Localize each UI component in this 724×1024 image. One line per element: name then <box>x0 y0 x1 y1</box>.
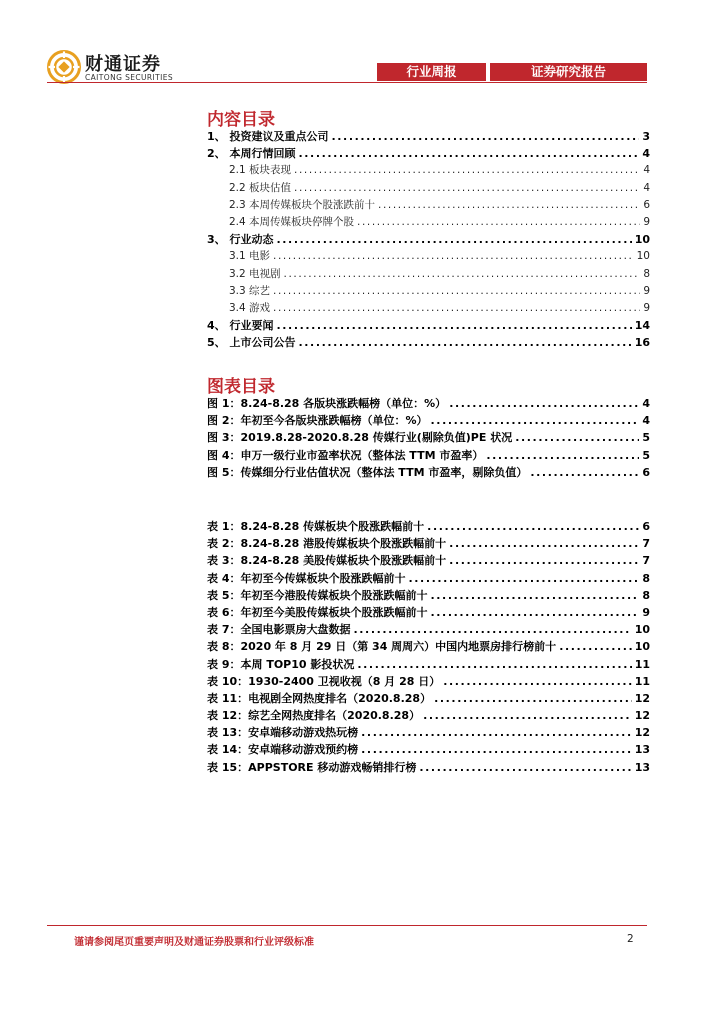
dot-leader <box>273 285 640 297</box>
toc-entry-title: 4、 行业要闻 <box>207 319 274 333</box>
contents-entry[interactable] <box>207 162 650 179</box>
dot-leader <box>273 302 640 314</box>
toc-entry-page: 16 <box>634 336 650 350</box>
table-entry[interactable] <box>207 707 650 724</box>
toc-entry-page: 8 <box>642 588 650 602</box>
toc-entry-page: 13 <box>634 743 650 757</box>
figures-title: 图表目录 <box>207 377 275 397</box>
contents-entry[interactable] <box>207 128 650 145</box>
toc-entry-title: 表 10：1930-2400 卫视收视（8 月 28 日） <box>207 674 441 688</box>
dot-leader <box>273 250 634 262</box>
toc-entry-title: 图 5：传媒细分行业估值状况（整体法 TTM 市盈率，剔除负值） <box>207 465 528 479</box>
toc-entry-page: 3 <box>642 130 650 143</box>
dot-leader <box>276 233 631 246</box>
table-entry[interactable] <box>207 518 650 535</box>
toc-entry-page: 9 <box>643 284 650 297</box>
figure-entry[interactable] <box>207 447 650 464</box>
contents-entry[interactable] <box>207 283 650 300</box>
toc-entry-title: 表 9：本周 TOP10 影投状况 <box>207 657 355 671</box>
toc-entry-title: 表 6：年初至今美股传媒板块个股涨跌幅前十 <box>207 605 428 619</box>
contents-list <box>207 128 650 351</box>
dot-leader <box>559 640 632 653</box>
dot-leader <box>530 466 639 479</box>
toc-entry-title: 2.3 本周传媒板块个股涨跌前十 <box>229 198 376 211</box>
dot-leader <box>449 397 639 410</box>
dot-leader <box>298 147 639 160</box>
contents-entry[interactable] <box>207 145 650 162</box>
contents-entry[interactable] <box>207 214 650 231</box>
figures-list <box>207 395 650 481</box>
dot-leader <box>430 606 639 619</box>
dot-leader <box>298 336 631 349</box>
dot-leader <box>431 414 640 427</box>
dot-leader <box>434 692 632 705</box>
table-entry[interactable] <box>207 535 650 552</box>
dot-leader <box>427 520 639 533</box>
figure-entry[interactable] <box>207 412 650 429</box>
contents-title: 内容目录 <box>207 110 275 130</box>
contents-entry[interactable] <box>207 317 650 334</box>
figure-entry[interactable] <box>207 395 650 412</box>
dot-leader <box>443 675 631 688</box>
toc-entry-title: 2.4 本周传媒板块停牌个股 <box>229 215 355 228</box>
toc-entry-page: 12 <box>634 726 650 740</box>
dot-leader <box>378 199 640 211</box>
toc-entry-page: 11 <box>634 657 650 671</box>
toc-entry-page: 10 <box>634 640 650 654</box>
table-entry[interactable] <box>207 759 650 776</box>
contents-entry[interactable] <box>207 231 650 248</box>
contents-entry[interactable] <box>207 180 650 197</box>
table-entry[interactable] <box>207 638 650 655</box>
table-entry[interactable] <box>207 552 650 569</box>
dot-leader <box>353 623 631 636</box>
table-entry[interactable] <box>207 656 650 673</box>
toc-entry-title: 图 4：申万一级行业市盈率状况（整体法 TTM 市盈率） <box>207 448 484 462</box>
toc-entry-title: 3.1 电影 <box>229 250 271 263</box>
toc-entry-title: 1、 投资建议及重点公司 <box>207 130 329 143</box>
toc-entry-title: 表 13：安卓端移动游戏热玩榜 <box>207 726 359 740</box>
toc-entry-page: 12 <box>634 691 650 705</box>
toc-entry-page: 4 <box>642 147 650 161</box>
toc-entry-title: 表 12：综艺全网热度排名（2020.8.28） <box>207 709 421 723</box>
toc-entry-title: 图 3：2019.8.28-2020.8.28 传媒行业(剔除负值)PE 状况 <box>207 431 513 445</box>
contents-entry[interactable] <box>207 334 650 351</box>
toc-entry-title: 表 15：APPSTORE 移动游戏畅销排行榜 <box>207 760 417 774</box>
toc-entry-title: 3、 行业动态 <box>207 233 274 247</box>
toc-entry-page: 10 <box>634 623 650 637</box>
toc-entry-title: 3.4 游戏 <box>229 301 271 314</box>
toc-entry-page: 4 <box>643 164 650 177</box>
toc-entry-page: 11 <box>634 674 650 688</box>
dot-leader <box>294 164 640 176</box>
footer-divider <box>47 925 647 926</box>
toc-entry-title: 表 1：8.24-8.28 传媒板块个股涨跌幅前十 <box>207 520 425 533</box>
dot-leader <box>361 726 632 739</box>
table-entry[interactable] <box>207 724 650 741</box>
report-category-tag: 证券研究报告 <box>490 63 647 81</box>
dot-leader <box>515 431 639 444</box>
toc-entry-page: 14 <box>634 319 650 333</box>
toc-entry-title: 2、 本周行情回顾 <box>207 147 296 161</box>
toc-entry-page: 4 <box>642 397 650 410</box>
figure-entry[interactable] <box>207 429 650 446</box>
dot-leader <box>357 216 640 228</box>
toc-entry-page: 10 <box>636 250 650 263</box>
toc-entry-page: 10 <box>634 233 650 247</box>
toc-entry-page: 8 <box>643 267 650 280</box>
table-entry[interactable] <box>207 741 650 758</box>
toc-entry-page: 12 <box>634 709 650 723</box>
toc-entry-title: 图 2：年初至今各版块涨跌幅榜（单位：%） <box>207 414 428 428</box>
toc-entry-title: 5、 上市公司公告 <box>207 336 296 350</box>
toc-entry-page: 4 <box>643 181 650 194</box>
toc-entry-page: 5 <box>642 431 650 445</box>
logo-english-name: CAITONG SECURITIES <box>85 73 174 82</box>
table-entry[interactable] <box>207 673 650 690</box>
toc-entry-page: 8 <box>642 571 650 585</box>
dot-leader <box>449 554 639 567</box>
toc-entry-title: 表 8：2020 年 8 月 29 日（第 34 周周六）中国内地票房排行榜前十 <box>207 640 557 654</box>
toc-entry-title: 3.2 电视剧 <box>229 267 281 280</box>
toc-entry-page: 5 <box>642 448 650 462</box>
toc-entry-page: 9 <box>643 301 650 314</box>
toc-entry-title: 表 11：电视剧全网热度排名（2020.8.28） <box>207 691 432 705</box>
tables-list <box>207 518 650 776</box>
toc-entry-page: 9 <box>642 605 650 619</box>
toc-entry-title: 表 5：年初至今港股传媒板块个股涨跌幅前十 <box>207 588 428 602</box>
toc-entry-title: 表 7：全国电影票房大盘数据 <box>207 623 351 637</box>
dot-leader <box>357 658 631 671</box>
figure-entry[interactable] <box>207 464 650 481</box>
toc-entry-title: 图 1：8.24-8.28 各版块涨跌幅榜（单位：%） <box>207 397 447 410</box>
page-number: 2 <box>627 933 634 945</box>
dot-leader <box>486 449 639 462</box>
toc-entry-page: 7 <box>642 537 650 551</box>
toc-entry-page: 13 <box>634 760 650 774</box>
toc-entry-title: 2.1 板块表现 <box>229 164 292 177</box>
dot-leader <box>284 268 641 280</box>
table-entry[interactable] <box>207 587 650 604</box>
contents-entry[interactable] <box>207 266 650 283</box>
toc-entry-title: 表 14：安卓端移动游戏预约榜 <box>207 743 359 757</box>
dot-leader <box>331 130 639 143</box>
dot-leader <box>430 589 639 602</box>
dot-leader <box>419 761 631 774</box>
dot-leader <box>408 572 639 585</box>
contents-entry[interactable] <box>207 248 650 265</box>
toc-entry-title: 表 3：8.24-8.28 美股传媒板块个股涨跌幅前十 <box>207 554 447 568</box>
table-entry[interactable] <box>207 621 650 638</box>
table-entry[interactable] <box>207 690 650 707</box>
toc-entry-page: 6 <box>642 465 650 479</box>
logo-chinese-name: 财通证券 <box>85 54 161 75</box>
toc-entry-page: 6 <box>642 520 650 533</box>
table-entry[interactable] <box>207 604 650 621</box>
toc-entry-title: 2.2 板块估值 <box>229 181 292 194</box>
footer-disclaimer: 谨请参阅尾页重要声明及财通证券股票和行业评级标准 <box>74 937 314 948</box>
contents-entry[interactable] <box>207 197 650 214</box>
report-type-tag: 行业周报 <box>377 63 486 81</box>
header-divider <box>47 82 647 83</box>
dot-leader <box>276 319 631 332</box>
dot-leader <box>361 743 632 756</box>
toc-entry-page: 9 <box>643 215 650 228</box>
toc-entry-title: 表 4：年初至今传媒板块个股涨跌幅前十 <box>207 571 406 585</box>
dot-leader <box>449 537 639 550</box>
contents-entry[interactable] <box>207 300 650 317</box>
toc-entry-title: 3.3 综艺 <box>229 284 271 297</box>
dot-leader <box>423 709 632 722</box>
dot-leader <box>294 182 640 194</box>
toc-entry-page: 6 <box>643 198 650 211</box>
toc-entry-title: 表 2：8.24-8.28 港股传媒板块个股涨跌幅前十 <box>207 537 447 551</box>
table-entry[interactable] <box>207 570 650 587</box>
toc-entry-page: 4 <box>642 414 650 428</box>
caitong-logo-icon <box>47 50 81 84</box>
toc-entry-page: 7 <box>642 554 650 568</box>
